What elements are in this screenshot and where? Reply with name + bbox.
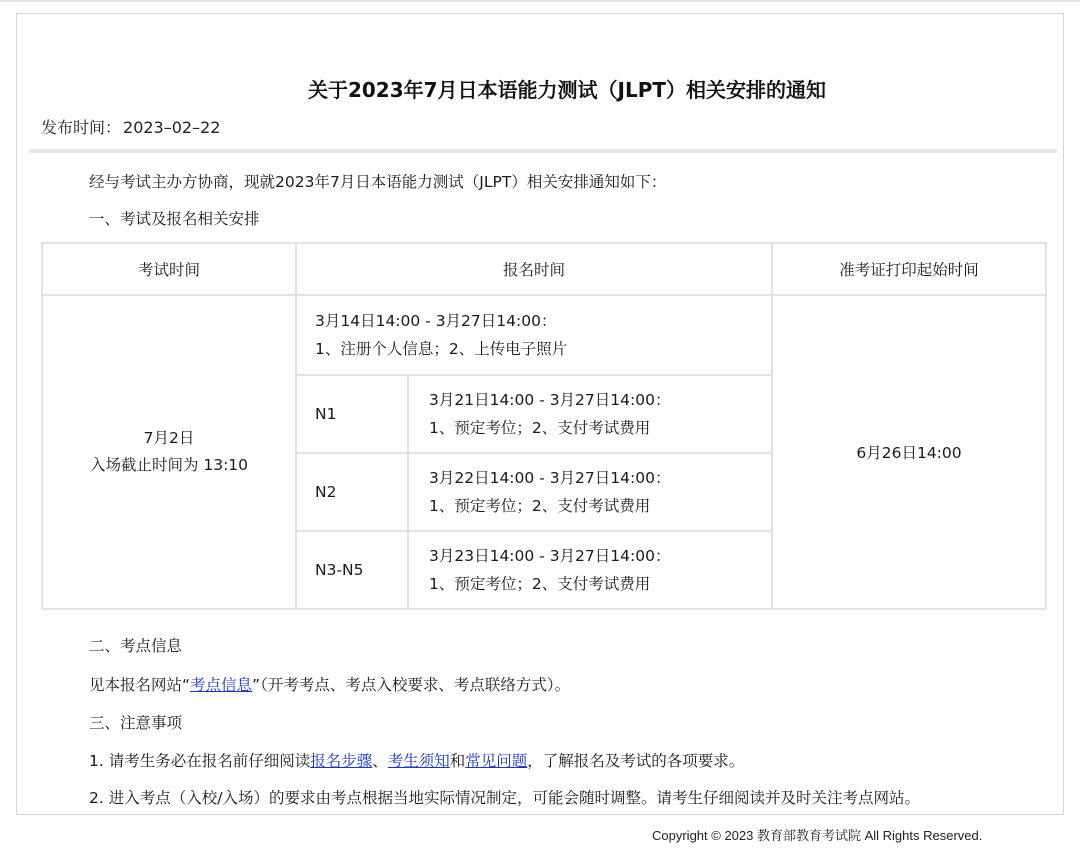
exam-time-cell <box>42 295 296 609</box>
faq-link[interactable]: 常见问题 <box>465 752 528 770</box>
level-registration-period: 3月21日14:00 - 3月27日14:00： <box>429 391 671 409</box>
admission-print-cell: 6月26日14:00 <box>772 295 1046 609</box>
registration-steps-link[interactable]: 报名步骤 <box>310 752 373 770</box>
test-site-paragraph <box>89 673 570 695</box>
general-registration-steps: 1、注册个人信息；2、上传电子照片 <box>315 340 568 358</box>
level-registration-cell <box>408 531 772 609</box>
notice-title: 关于2023年7月日本语能力测试（JLPT）相关安排的通知 <box>307 78 827 102</box>
notice-container <box>16 13 1064 815</box>
header-registration-time: 报名时间 <box>296 243 772 295</box>
title-divider <box>29 149 1057 153</box>
level-name: N2 <box>296 453 408 531</box>
publish-date-label: 发布时间： <box>41 118 122 137</box>
level-registration-cell <box>408 375 772 453</box>
candidate-guide-link[interactable]: 考生须知 <box>387 752 450 770</box>
site-text-before: 见本报名网站“ <box>89 676 191 694</box>
schedule-table <box>41 242 1047 610</box>
publish-date-line <box>41 115 220 138</box>
exam-date: 7月2日 <box>143 429 195 447</box>
header-exam-time: 考试时间 <box>42 243 296 295</box>
copyright-footer: Copyright © 2023 教育部教育考试院 All Rights Reserved. <box>652 828 983 843</box>
general-registration-cell <box>296 295 772 375</box>
level-name: N1 <box>296 375 408 453</box>
exam-entry-deadline: 入场截止时间为 13:10 <box>89 456 249 474</box>
note1-and: 和 <box>449 752 466 770</box>
site-text-after: ”（开考考点、考点入校要求、考点联络方式）。 <box>252 676 571 694</box>
level-registration-period: 3月22日14:00 - 3月27日14:00： <box>429 469 671 487</box>
section-heading-arrangements: 一、考试及报名相关安排 <box>89 210 260 228</box>
level-registration-steps: 1、预定考位；2、支付考试费用 <box>429 419 651 437</box>
table-row <box>42 295 1046 375</box>
level-registration-period: 3月23日14:00 - 3月27日14:00： <box>429 547 671 565</box>
note-item-1 <box>89 749 744 771</box>
note1-text-after: ，了解报名及考试的各项要求。 <box>527 752 745 770</box>
level-name: N3-N5 <box>296 531 408 609</box>
section-heading-test-sites: 二、考点信息 <box>89 637 183 655</box>
publish-date-value: 2023–02–22 <box>123 118 221 137</box>
test-site-info-link[interactable]: 考点信息 <box>190 676 253 694</box>
general-registration-period: 3月14日14:00 - 3月27日14:00： <box>315 312 557 330</box>
note1-text-before: 1. 请考生务必在报名前仔细阅读 <box>89 752 311 770</box>
header-admission-print-time: 准考证打印起始时间 <box>772 243 1046 295</box>
note-item-2: 2. 进入考点（入校/入场）的要求由考点根据当地实际情况制定，可能会随时调整。请考生仔细阅读并及时关注考点网站。 <box>89 789 920 807</box>
level-registration-steps: 1、预定考位；2、支付考试费用 <box>429 497 651 515</box>
section-heading-notes: 三、注意事项 <box>89 714 183 732</box>
note1-separator: 、 <box>372 752 388 770</box>
table-header-row <box>42 243 1046 295</box>
level-registration-steps: 1、预定考位；2、支付考试费用 <box>429 575 651 593</box>
intro-paragraph: 经与考试主办方协商，现就2023年7月日本语能力测试（JLPT）相关安排通知如下： <box>89 173 667 191</box>
top-divider-line <box>0 0 1080 2</box>
level-registration-cell <box>408 453 772 531</box>
